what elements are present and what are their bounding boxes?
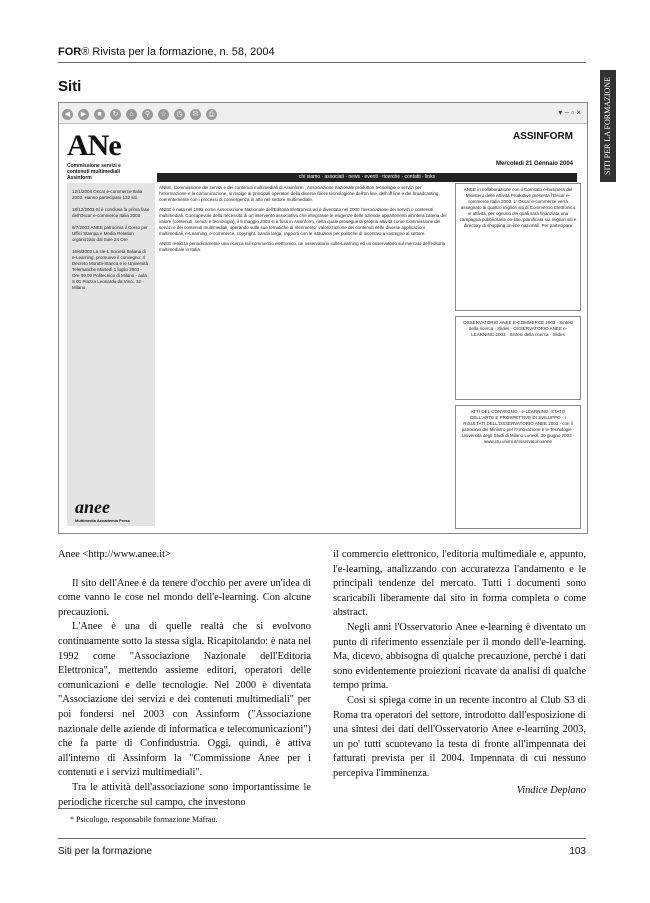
journal-info: ® Rivista per la formazione, n. 58, 2004 xyxy=(81,46,275,58)
forward-icon: ▶ xyxy=(78,109,89,120)
favorites-icon: ☆ xyxy=(158,109,169,120)
journal-header xyxy=(58,46,275,58)
main-paragraph: ANEE è nata nel 1992 come Associazione Nazionale dell'Editoria Elettronica ed è diventata nel 2000 l'associazione dei servizi e contenuti multimediali. Consapevole della necessità di un intervento associativo che integrasse le esigenze delle aziende appartenenti all'intera catena del valore (contenuti, servizi e tecnologia), il 5 maggio 2003 si è fusa in Assinform, nella quale prosegue la propria attività come Commissione dei servizi e dei contenuti multimediali, operando sulle sue tematiche di riferimento: valorizzazione dei contenuti nelle diverse applicazioni multimediali, e-Learning, e-commerce, copyright, banda larga, rapporti con le istituzioni per politiche di incentivo a sostegno al settore. xyxy=(159,207,447,236)
assinform-logo: ASSINFORM xyxy=(513,131,573,142)
site-nav: chi siamo · associati · news · eventi · ricerche · contatti · links xyxy=(157,173,577,182)
home-icon: ⌂ xyxy=(126,109,137,120)
footnote-rule xyxy=(58,808,218,809)
news-column xyxy=(67,183,155,526)
oscar-box: ANEE in collaborazione con il Comitato e-business del Ministero delle Attività Produttive presenta l'Oscar e-commerce Italia 2003. L' Oscar e-commerce verrà assegnato ai quattro migliori siti di Commercio Elettronico in attività, per ognuno dei quali sarà finanziata una campagna pubblicitaria on-line, pianificata sui migliori siti e directory di shopping on-line nazionali. Per partecipare xyxy=(455,183,581,311)
observatory-box: OSSERVATORIO ANEE E-COMMERCE 2003 · Sintesi della ricerca · Slides · OSSERVATORIO ANEE e-LEARNING 2003 · Sintesi della ricerca · Slides xyxy=(455,316,581,400)
conference-box: ATTI DEL CONVEGNO · e-LEARNING: STATO DELL'ARTE E PROSPETTIVE DI SVILUPPO · I RISULTATI DELL'OSSERVATORIO ANEE 2003 · con il patrocinio del Ministro per l'Innovazione e le Tecnologie · Università degli Studi di Milano Lunedì, 30 giugno 2003 · www.ctu.unimi.it/osservatorioanee xyxy=(455,405,581,529)
article-left-column xyxy=(58,548,311,810)
footer-section: Siti per la formazione xyxy=(58,846,152,857)
main-paragraph: ANEE, Commissione dei servizi e dei contenuti multimediali di Assinform , Associazione nazionale produttori tecnologie e servizi per l'informazione e la comunicazione, si rivolge ai principali operatori della diverse filiere tecnologiche dell'on line, dell'off line e del broadcasting, coerentemente con i processi di convergenza in atto nel settore multimediale. xyxy=(159,185,440,202)
article-heading: Anee <http://www.anee.it> xyxy=(58,549,171,560)
mail-icon: ✉ xyxy=(190,109,201,120)
article-paragraph: L'Anee è una di quelle realtà che si evolvono continuamente sotto la stessa sigla. Ricapitolando: è nata nel 1992 come "Associazione Nazionale dell'Editoria Elettronica", mettendo assieme editori, operatori delle comunicazioni e delle tecnologie. Nel 2000 è diventata "Associazione dei servizi e dei contenuti multimediali" per poi fondersi nel 2003 con Assinform ("Associazione nazionale delle aziende di informatica e telecomunicazioni") che fa parte di Confindustria. Oggi, quindi, è attiva all'interno di Assinform la "Commissione Anee per i contenuti e i servizi multimediali". xyxy=(58,621,311,779)
stop-icon: ■ xyxy=(94,109,105,120)
main-column xyxy=(159,185,449,257)
news-item: 16/6/2003 La sie-L Società Italiana di e-Learning, promuove il convegno: Il Decreto Moratti-Stanca e le Università Telematiche Martedì 1 luglio 2003 - Ore 09.00 Politecnico di Milano - aula S.01 Piazza Leonardo da Vinci, 32 - Milano xyxy=(72,249,149,290)
article-paragraph: Tra le attività dell'associazione sono importantissime le periodiche ricerche sul campo, che investono xyxy=(58,781,311,808)
news-item: 18/12/2003 Si è conclusa la prima fase dell'Oscar e-commerce Italia 2003 xyxy=(72,207,150,218)
section-title: Siti xyxy=(58,78,82,95)
news-item: 12/1/2004 Oscar e-commerce Italia 2003. Hanno partecipato 132 siti. xyxy=(72,189,143,200)
website-screenshot xyxy=(58,102,588,534)
main-paragraph: ANEE realizza periodicamente una ricerca sul commercio elettronico, un osservatorio sulle-Learning ed un osservatorio sul mercato dell'editoria multimediale in Italia. xyxy=(159,241,446,252)
article-right-column xyxy=(333,548,586,798)
anee-logo-subtitle: Commissione servizi e contenuti multimediali Assinform xyxy=(67,163,121,181)
search-icon: ⚲ xyxy=(142,109,153,120)
back-icon: ◀ xyxy=(62,109,73,120)
news-item: 9/7/2003 ANEE patrocinia il Corso per Uffici Stampa e Media Relation organizzato dal Sole 24 Ore xyxy=(72,225,148,242)
anee-press-subtitle: Multimedia Accademia Press xyxy=(75,518,130,523)
refresh-icon: ↻ xyxy=(110,109,121,120)
history-icon: ◷ xyxy=(174,109,185,120)
right-column xyxy=(455,183,581,534)
print-icon: ⎙ xyxy=(206,109,217,120)
browser-toolbar xyxy=(59,103,587,124)
anee-logo: ANe xyxy=(67,129,121,162)
site-date: Mercoledì 21 Gennaio 2004 xyxy=(495,161,573,167)
article-paragraph: Negli anni l'Osservatorio Anee e-learning è diventato un punto di riferimento essenziale per il mondo dell'e-learning. Ma, dicevo, abbisogna di qualche precauzione, perché i dati sono evidentemente proiezioni ricavate da analisi di qualche tempo prima. xyxy=(333,621,586,692)
footnote: * Psicologo, responsabile formazione Mafrau. xyxy=(70,815,218,824)
article-paragraph: il commercio elettronico, l'editoria multimediale e, appunto, l'e-learning, analizzando con accuratezza l'andamento e le principali tendenze del mercato. Tutti i documenti sono scaricabili liberamente dal sito in forma completa o come abstract. xyxy=(333,549,586,619)
anee-press-logo: anee xyxy=(75,497,110,517)
footer-rule xyxy=(58,838,586,839)
side-tab: SITI PER LA FORMAZIONE xyxy=(600,70,616,182)
window-controls-icon: ▾ – ▫ × xyxy=(558,108,581,117)
journal-mark: FOR xyxy=(58,46,82,58)
page-number: 103 xyxy=(569,846,586,857)
header-rule xyxy=(58,62,586,63)
author-signature: Vindice Deplano xyxy=(516,784,586,796)
article-paragraph: Così si spiega come in un recente incontro al Club S3 di Roma tra operatori del settore, introdotto dall'esposizione di una sintesi dei dati dell'Osservatorio Anee e-learning 2003, un po' tutti scuotevano la testa di fronte all'impennata dei fatturati prevista per il 2004. Impennata di cui nessuno percepiva l'imminenza. xyxy=(333,694,586,779)
article-paragraph: Il sito dell'Anee è da tenere d'occhio per avere un'idea di come vanno le cose nel mondo dell'e-learning. Con alcune precauzioni. xyxy=(58,577,311,618)
